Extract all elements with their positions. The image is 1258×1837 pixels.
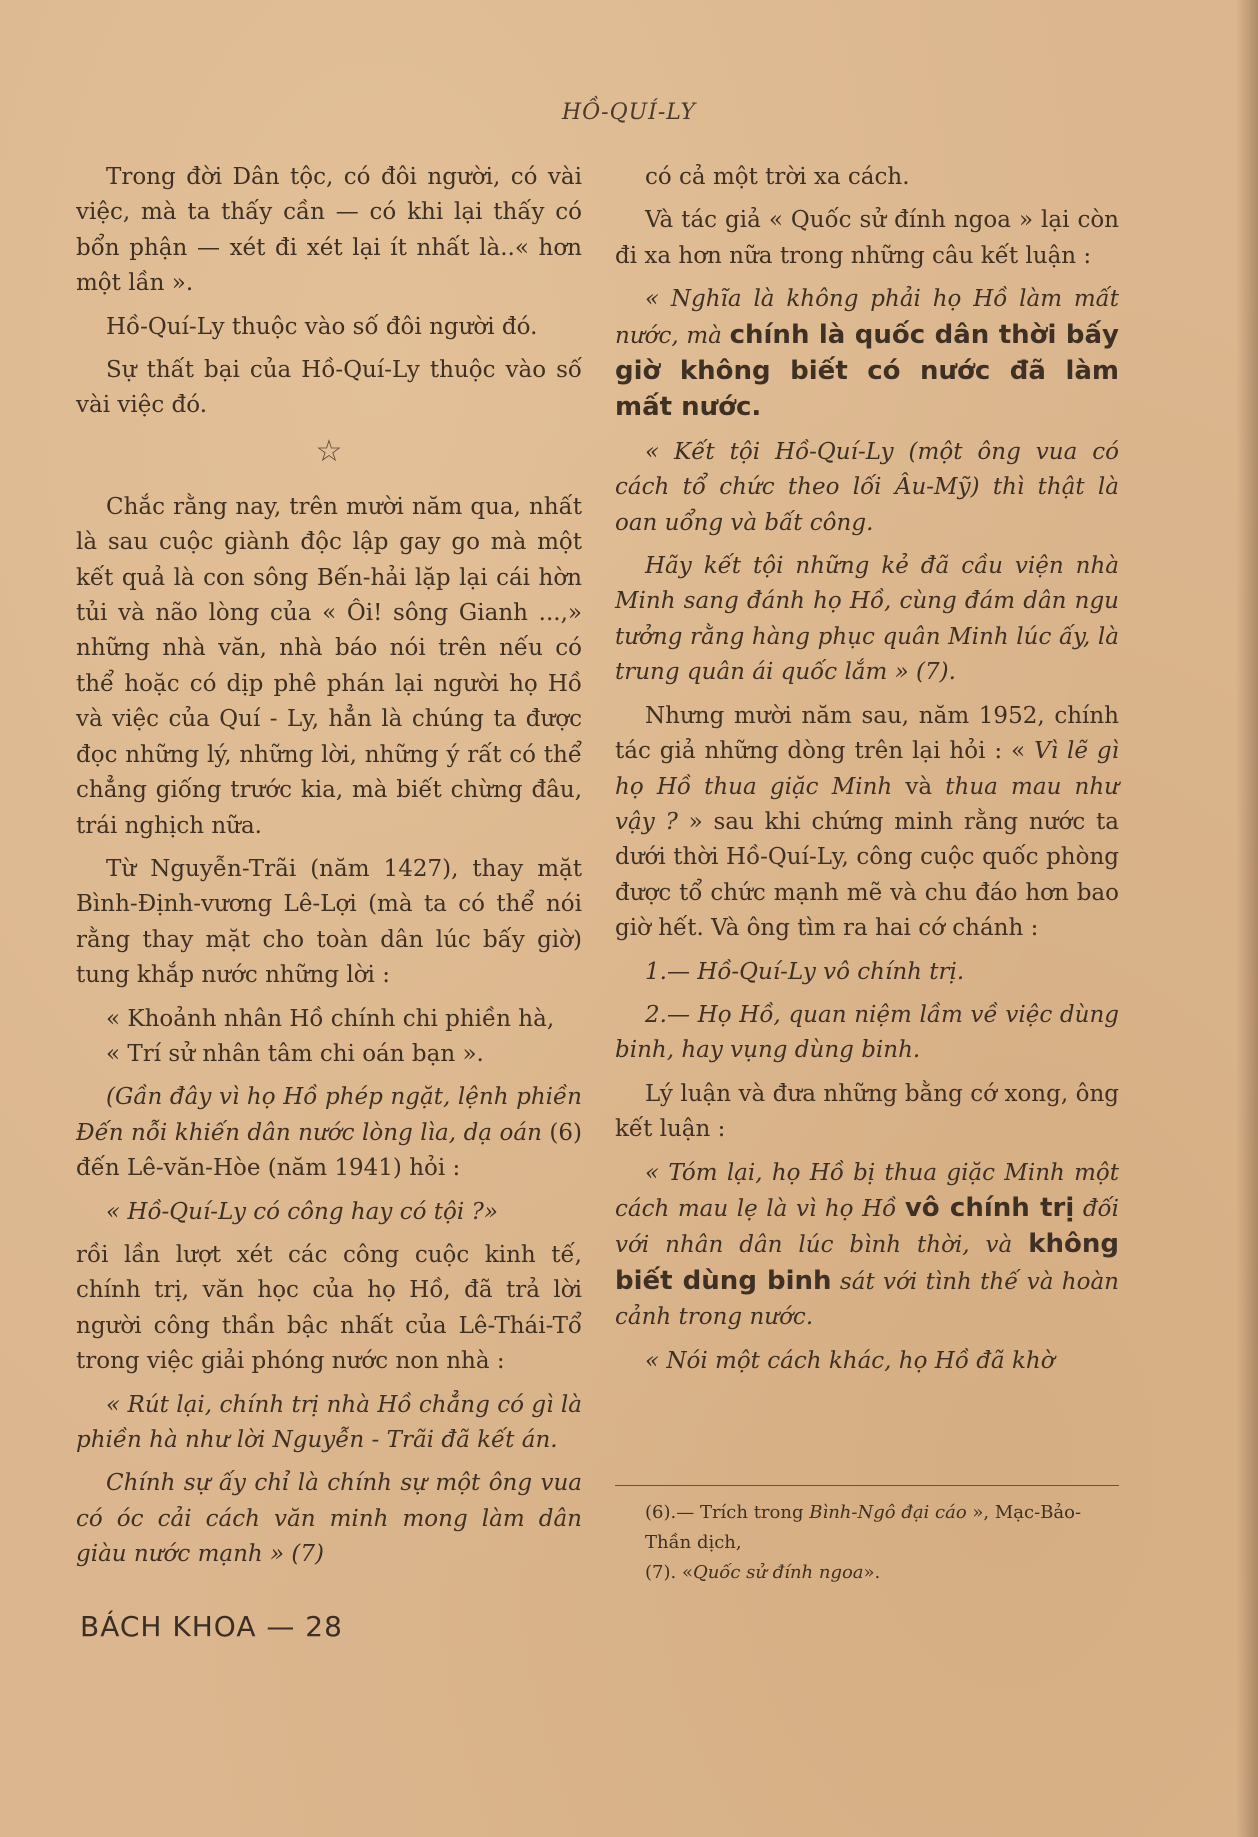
text-run: « Tóm lại, họ Hồ bị thua giặc Minh một cách mau lẹ là vì họ Hồ	[615, 1159, 1119, 1222]
text-run: (7). «	[645, 1562, 693, 1583]
bold-emphasis: chính là quốc dân thời bấy giờ không biết có nước đã làm mất nước.	[615, 319, 1119, 423]
quote	[615, 1156, 1119, 1336]
paragraph: Và tác giả « Quốc sử đính ngoa » lại còn đi xa hơn nữa trong những câu kết luận :	[615, 207, 1119, 269]
paragraph: Sự thất bại của Hồ-Quí-Ly thuộc vào số vài việc đó.	[76, 357, 582, 419]
italic-run: Vì lẽ gì họ Hồ thua giặc Minh	[615, 738, 1120, 800]
quote-line: « Khoảnh nhân Hồ chính chi phiền hà,	[106, 1005, 555, 1032]
quote: Hãy kết tội những kẻ đã cầu viện nhà Minh sang đánh họ Hồ, cùng đám dân ngu tưởng rằng hàng phục quân Minh lúc ấy, là trung quân ái quốc lắm » (7).	[615, 553, 1119, 686]
quote-line: « Trí sử nhân tâm chi oán bạn ».	[106, 1040, 484, 1067]
quote: « Rút lại, chính trị nhà Hồ chẳng có gì là phiền hà như lời Nguyễn - Trãi đã kết án.	[76, 1391, 582, 1453]
quote: « Kết tội Hồ-Quí-Ly (một ông vua có cách tổ chức theo lối Âu-Mỹ) thì thật là oan uổng và bất công.	[615, 438, 1119, 536]
quote: « Nói một cách khác, họ Hồ đã khờ	[645, 1347, 1055, 1374]
footnote-6	[615, 1498, 1119, 1558]
text-run: » sau khi chứng minh rằng nước ta dưới thời Hồ-Quí-Ly, công cuộc quốc phòng được tổ chức mạnh mẽ và chu đáo hơn bao giờ hết. Và ông tìm ra hai cớ chánh :	[615, 808, 1120, 942]
footnote-7	[615, 1558, 1119, 1588]
text-run: và	[892, 773, 946, 800]
text-run: (6) đến Lê-văn-Hòe (năm 1941) hỏi :	[76, 1119, 583, 1182]
paragraph	[76, 1080, 582, 1186]
page-fold-shadow	[1236, 0, 1258, 1837]
text-run: sát với tình thế và hoàn cảnh trong nước.	[615, 1268, 1119, 1331]
paragraph: Trong đời Dân tộc, có đôi người, có vài việc, mà ta thấy cần — có khi lại thấy có bổn phận — xét đi xét lại ít nhất là..« hơn một lần ».	[76, 164, 582, 297]
paragraph: Từ Nguyễn-Trãi (năm 1427), thay mặt Bình-Định-vương Lê-Lợi (mà ta có thể nói rằng thay mặt cho toàn dân lúc bấy giờ) tung khắp nước những lời :	[76, 855, 582, 989]
paragraph	[615, 282, 1119, 427]
text-run: đối với nhân dân lúc bình thời, và	[615, 1195, 1119, 1259]
right-column	[615, 160, 1119, 1387]
page-header: HỒ-QUÍ-LY	[561, 100, 697, 125]
paragraph: Hồ-Quí-Ly thuộc vào số đôi người đó.	[106, 313, 538, 340]
quote: Chính sự ấy chỉ là chính sự một ông vua có óc cải cách văn minh mong làm dân giàu nước mạnh » (7)	[76, 1470, 582, 1568]
list-item: 1.— Hồ-Quí-Ly vô chính trị.	[645, 958, 965, 985]
text-run: ».	[863, 1562, 881, 1583]
bold-emphasis: vô chính trị	[904, 1192, 1075, 1223]
italic-run: Quốc sử đính ngoa	[692, 1562, 864, 1583]
text-run: (6).— Trích trong	[645, 1502, 810, 1523]
page-footer: BÁCH KHOA — 28	[80, 1610, 343, 1643]
list-item: 2.— Họ Hồ, quan niệm lầm về việc dùng binh, hay vụng dùng binh.	[615, 1001, 1119, 1064]
text-run: Nhưng mười năm sau, năm 1952, chính tác giả những dòng trên lại hỏi : «	[615, 702, 1119, 765]
paragraph: rồi lần lượt xét các công cuộc kinh tế, chính trị, văn học của họ Hồ, đã trả lời người công thần bậc nhất của Lê-Thái-Tổ trong việc giải phóng nước non nhà :	[76, 1241, 582, 1375]
star-icon: ☆	[315, 433, 343, 469]
italic-quote: « Nghĩa là không phải họ Hồ làm mất nước, mà	[615, 286, 1119, 349]
italic-run: Bình-Ngô đại cáo	[809, 1502, 967, 1523]
paragraph: Chắc rằng nay, trên mười năm qua, nhất là sau cuộc giành độc lập gay go mà một kết quả là con sông Bến-hải lặp lại cái hờn tủi và não lòng của « Ôi! sông Gianh ...,» những nhà văn, nhà báo nói trên nếu có thể hoặc có dịp phê phán lại người họ Hồ và việc của Quí - Ly, hẳn là chúng ta được đọc những lý, những lời, những ý rất có thể chẳng giống trước kia, mà biết chừng đâu, trái nghịch nữa.	[76, 493, 582, 839]
bold-emphasis: không biết dùng binh	[615, 1229, 1119, 1296]
paragraph	[615, 699, 1119, 947]
text-run: », Mạc-Bảo-Thần dịch,	[645, 1502, 1082, 1553]
left-column	[76, 160, 582, 1581]
footnotes	[615, 1485, 1119, 1588]
paragraph: Lý luận và đưa những bằng cớ xong, ông kết luận :	[615, 1080, 1119, 1143]
paragraph: có cả một trời xa cách.	[645, 164, 910, 190]
quote: « Hồ-Quí-Ly có công hay có tội ?»	[106, 1198, 498, 1225]
italic-run: thua mau như vậy ?	[615, 773, 1119, 835]
italic-quote: (Gần đây vì họ Hồ phép ngặt, lệnh phiền Đến nỗi khiến dân nước lòng lìa, dạ oán	[76, 1084, 582, 1146]
